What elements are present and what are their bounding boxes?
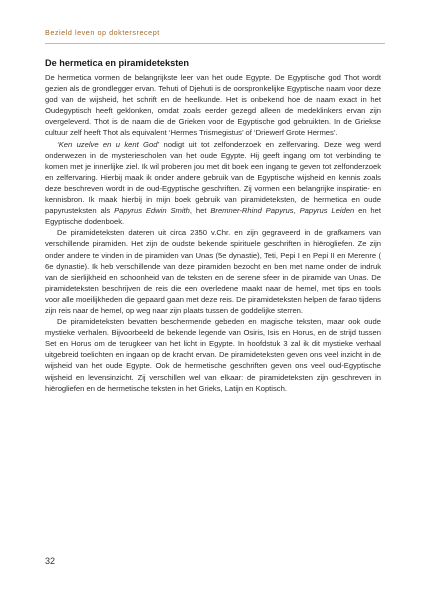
paragraph-3 <box>45 227 381 316</box>
paragraph-text: en het Egyptische dodenboek. <box>45 206 381 227</box>
paragraph-text: , het <box>189 206 211 216</box>
paragraph-1 <box>45 72 381 139</box>
section-heading: De hermetica en piramideteksten <box>45 58 189 68</box>
emphasis-title: Papyrus Edwin Smith <box>114 206 190 216</box>
emphasis-title: Bremner-Rhind Papyrus <box>210 206 294 216</box>
paragraph-text: nodigt uit tot zelfonderzoek en zelfervaring. Deze weg werd onderwezen in de mysteriescholen van het oude Egypte. Hij geeft ingang om tot verbinding te komen met je innerlijke ziel. Ik wil proberen jou met dit boek een ingang te geven tot zelfonderzoek en zelfervaring. Hierbij maak ik onder andere gebruik van de Egyptische wijsheid en kennis zoals deze beschreven wordt in de oud-Egyptische geschriften. Zij vormen een belangrijke inspiratie- en kennisbron. Ik maak hierbij in mijn boek gebruik van piramideteksten, de hermetica en oude papyrusteksten als <box>45 139 381 216</box>
running-header: Bezield leven op doktersrecept <box>45 28 160 37</box>
paragraph-text: , <box>293 206 300 216</box>
paragraph-text: De piramideteksten bevatten beschermende gebeden en magische teksten, maar ook oude mystieke verhalen. Bijvoorbeeld de bekende legende van Osiris, Isis en Horus, en de strijd tussen Set en Horus om de terugkeer van het licht in Egypte. In hoofdstuk 3 zal ik dit mystieke verhaal uitgebreid toelichten en ingaan op de kracht ervan. De piramideteksten geven ons veel inzicht in de wijsheid van het oude Egypte. Ook de hermetische geschriften geven ons veel oud-Egyptische wijsheid en levensinzicht. Zij verschillen wel van elkaar: de piramideteksten zijn geschreven in hiërogliefen en de hermetische teksten in het Grieks, Latijn en Koptisch. <box>45 317 381 393</box>
page-number: 32 <box>45 556 56 566</box>
emphasis-quote: ‘Ken uzelve en u kent God’ <box>57 139 160 149</box>
emphasis-title: Papyrus Leiden <box>299 206 355 216</box>
body-text <box>45 72 381 394</box>
header-divider <box>45 43 385 44</box>
paragraph-4 <box>45 316 381 394</box>
paragraph-text: De piramideteksten dateren uit circa 2350 v.Chr. en zijn gegraveerd in de grafkamers van verschillende piramiden. Het zijn de oudste bekende spirituele geschriften in hiërogliefen. Ze zijn onder andere te vinden in de piramiden van Unas (5e dynastie), Teti, Pepi I en Pepi II en Merenre ( 6e dynastie). Ik heb verschillende van deze piramiden bezocht en ben met name onder de indruk van de sierlijkheid en schoonheid van de teksten en de serene sfeer in de piramide van Unas. De piramideteksten beschrijven de reis die een overledene maakt naar de hemel, met tips en tools voor alle moeilijkheden die gepaard gaan met deze reis. De piramideteksten helpen de farao tijdens zijn reis naar de hemel, op weg naar zijn plaats tussen de goddelijke sterren. <box>45 228 381 315</box>
paragraph-2 <box>45 139 381 228</box>
paragraph-text: De hermetica vormen de belangrijkste leer van het oude Egypte. De Egyptische god Thot wordt gezien als de grondlegger ervan. Tehuti of Djehuti is de oorspronkelijke Egyptische naam voor deze god van de wijsheid, het schrift en de heelkunde. Het is onbekend hoe de naam exact in het Oudegyptisch heeft geklonken, omdat zoals eerder gezegd alleen de medeklinkers ervan zijn overgeleverd. Thot is de naam die de Grieken voor de Egyptische god gebruikten. In de Griekse cultuur zelf heeft Thot als equivalent ‘Hermes Trismegistus’ of ‘Driewerf Grote Hermes’. <box>45 73 381 138</box>
